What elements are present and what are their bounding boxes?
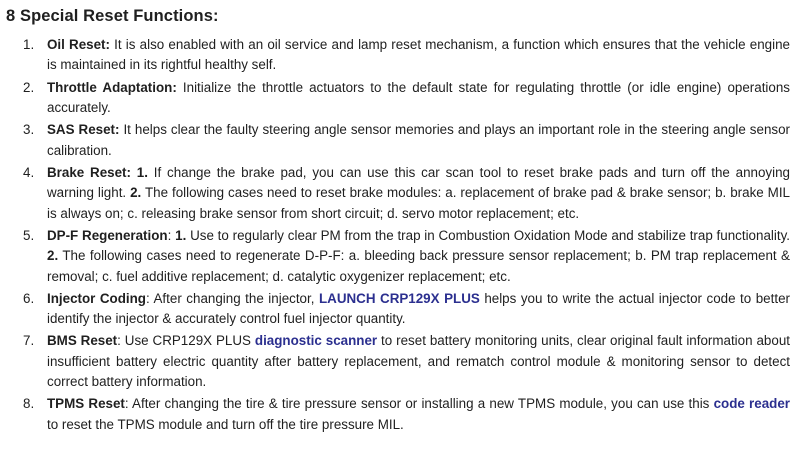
bold-text: 2. (130, 185, 142, 201)
product-link[interactable]: code reader (713, 396, 790, 412)
list-item-number: 6. (23, 290, 35, 306)
description-text: : (167, 227, 176, 243)
feature-name: Throttle Adaptation: (47, 79, 177, 95)
list-item (6, 226, 790, 287)
list-item (6, 331, 790, 392)
list-item-number: 3. (23, 122, 35, 138)
description-text: helps you to write the actual injector code to better identify the injector & accurately control fuel injector quantity. (47, 290, 790, 327)
list-item (6, 289, 790, 330)
list-item-number: 2. (23, 79, 35, 95)
list-item (6, 394, 790, 435)
product-link[interactable]: LAUNCH CRP129X PLUS (318, 290, 480, 306)
description-text: It is also enabled with an oil service and lamp reset mechanism, a function which ensures that the vehicle engine is maintained in its rightful healthy self. (47, 37, 790, 73)
product-link[interactable]: diagnostic scanner (254, 333, 378, 349)
description-text: The following cases need to regenerate D-P-F: a. bleeding back pressure sensor replacement; b. PM trap replacement & removal; c. fuel additive replacement; d. catalytic oxygenizer replacement; etc. (47, 248, 790, 284)
list-item-number: 5. (23, 227, 35, 243)
bold-text: 1. (136, 164, 148, 180)
feature-name: BMS Reset (47, 333, 118, 349)
bold-text: 2. (47, 248, 59, 264)
list-item-number: 4. (23, 164, 35, 180)
feature-name: Oil Reset: (47, 37, 110, 52)
list-item-number: 7. (23, 333, 35, 349)
feature-name: SAS Reset: (47, 122, 120, 138)
description-text: The following cases need to reset brake modules: a. replacement of brake pad & brake sensor; b. brake MIL is always on; c. releasing brake sensor from short circuit; d. servo motor replacement; etc. (47, 185, 790, 221)
feature-name: Brake Reset: (47, 164, 131, 180)
list-item (6, 120, 790, 161)
feature-name: Injector Coding (47, 290, 146, 306)
page-title: 8 Special Reset Functions: (6, 7, 219, 25)
description-text: It helps clear the faulty steering angle sensor memories and plays an important role in the steering angle sensor calibration. (47, 122, 790, 158)
feature-name: TPMS Reset (47, 396, 125, 412)
description-text: Initialize the throttle actuators to the default state for regulating throttle (or idle engine) operations accurately. (47, 79, 790, 116)
list-item-number: 1. (23, 37, 35, 52)
description-text: If change the brake pad, you can use this car scan tool to reset brake pads and turn off the annoying warning light. (47, 164, 790, 201)
list-item (6, 163, 790, 224)
feature-name: DP-F Regeneration (47, 227, 168, 243)
bold-text: 1. (175, 227, 187, 243)
list-item (6, 78, 790, 119)
list-item (6, 35, 790, 76)
list-item-number: 8. (23, 396, 35, 412)
description-text: : After changing the injector, (146, 290, 319, 306)
description-text: to reset battery monitoring units, clear original fault information about insufficient battery electric quantity after battery replacement, and rematch control module & monitoring sensor to detect correct battery information. (47, 333, 790, 390)
description-text: : After changing the tire & tire pressure sensor or installing a new TPMS module, you can use this (124, 396, 714, 412)
description-text: Use to regularly clear PM from the trap in Combustion Oxidation Mode and stabilize trap functionality. (186, 227, 790, 243)
description-text: : Use CRP129X PLUS (117, 333, 255, 349)
reset-functions-list (6, 35, 790, 435)
description-text: to reset the TPMS module and turn off the tire pressure MIL. (47, 416, 404, 432)
